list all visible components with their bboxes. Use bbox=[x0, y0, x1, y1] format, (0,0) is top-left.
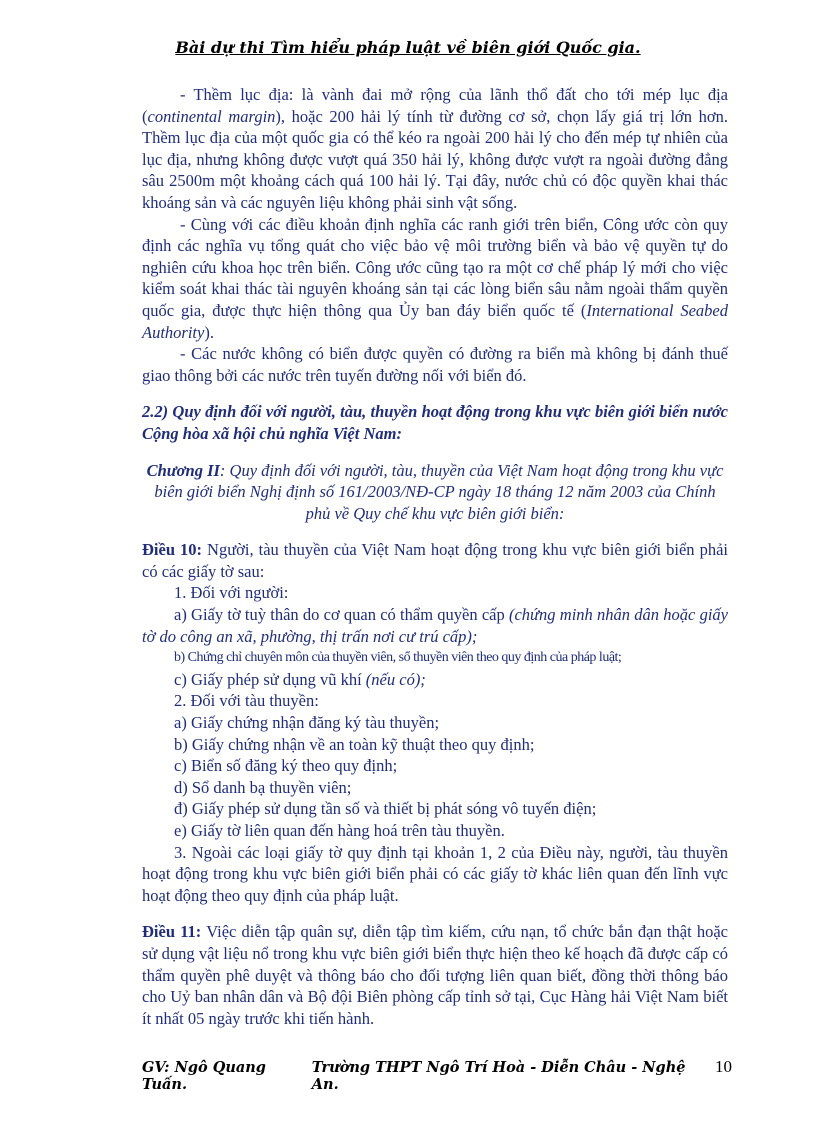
item-2dd: đ) Giấy phép sử dụng tần số và thiết bị phát sóng vô tuyến điện; bbox=[174, 799, 597, 819]
italic-term: continental margin bbox=[147, 106, 276, 126]
item-text: c) Giấy phép sử dụng vũ khí bbox=[174, 669, 366, 689]
footer-author: GV: Ngô Quang Tuấn. bbox=[142, 1059, 266, 1093]
article-label: Điều 10: bbox=[142, 540, 203, 560]
footer-right bbox=[312, 1057, 732, 1093]
page-body bbox=[142, 84, 728, 1029]
paragraph-landlocked: - Các nước không có biển được quyền có đường ra biển mà không bị đánh thuế giao thông bởi các nước trên tuyến đường nối với biển đó. bbox=[142, 344, 728, 385]
page-number: 10 bbox=[715, 1057, 732, 1076]
text-run: ), hoặc 200 hải lý tính từ đường cơ sở, chọn lấy giá trị lớn hơn. Thềm lục địa của một quốc gia có thể kéo ra ngoài 200 hải lý cho đến mép tự nhiên của lục địa, nhưng không được vượt quá 350 hải lý, không được vượt ra ngoài đường đẳng sâu 2500m một khoảng cách quá 100 hải lý. Tại đây, nước chủ có độc quyền khai thác khoáng sản và các nguyên liệu không phải sinh vật sống. bbox=[142, 106, 728, 212]
article-label: Điều 11: bbox=[142, 922, 202, 942]
item-1c bbox=[142, 669, 728, 691]
spacer bbox=[142, 445, 728, 460]
page-header: Bài dự thi Tìm hiểu pháp luật về biên giới Quốc gia. bbox=[175, 38, 641, 57]
clause-1: 1. Đối với người: bbox=[174, 583, 289, 603]
chapter-title: : Quy định đối với người, tàu, thuyền của Việt Nam hoạt động trong khu vực biên giới biển Nghị định số 161/2003/NĐ-CP ngày 18 tháng 12 năm 2003 của Chính phủ về Quy chế khu vực biên giới biển: bbox=[154, 460, 724, 523]
spacer bbox=[142, 524, 728, 539]
text-run: - Thềm lục địa: là vành đai mở rộng của lãnh thổ đất cho tới mép lục địa ( bbox=[142, 85, 728, 126]
footer-school: Trường THPT Ngô Trí Hoà - Diễn Châu - Nghệ An. bbox=[311, 1059, 686, 1093]
item-2d: d) Sổ danh bạ thuyền viên; bbox=[174, 777, 352, 797]
item-note: (nếu có); bbox=[365, 669, 426, 689]
text-run: ). bbox=[204, 322, 214, 342]
spacer bbox=[142, 386, 728, 401]
section-heading: 2.2) Quy định đối với người, tàu, thuyền hoạt động trong khu vực biên giới biển nước Cộng hòa xã hội chủ nghĩa Việt Nam: bbox=[142, 402, 728, 443]
article-10 bbox=[142, 539, 728, 582]
item-note: (chứng minh nhân dân hoặc giấy tờ do công an xã, phường, thị trấn nơi cư trú cấp); bbox=[142, 605, 728, 646]
chapter-label: Chương II bbox=[146, 460, 220, 480]
item-1a bbox=[142, 604, 728, 647]
italic-term: International Seabed Authority bbox=[142, 300, 728, 342]
item-text: a) Giấy tờ tuỳ thân do cơ quan có thẩm quyền cấp bbox=[174, 605, 509, 625]
article-text: Việc diễn tập quân sự, diễn tập tìm kiếm, cứu nạn, tổ chức bắn đạn thật hoặc sử dụng vật liệu nổ trong khu vực biên giới biển thực hiện theo kế hoạch đã được cấp có thẩm quyền phê duyệt và thông báo cho đối tượng liên quan biết, đồng thời thông báo cho Uỷ ban nhân dân và Bộ đội Biên phòng cấp tỉnh sở tại, Cục Hàng hải Việt Nam biết ít nhất 05 ngày trước khi tiến hành. bbox=[142, 922, 728, 1028]
item-1b: b) Chứng chỉ chuyên môn của thuyền viên, sổ thuyền viên theo quy định của pháp luật; bbox=[174, 650, 622, 666]
item-2c: c) Biển số đăng ký theo quy định; bbox=[174, 756, 398, 776]
paragraph-continental-shelf bbox=[142, 84, 728, 214]
article-text: Người, tàu thuyền của Việt Nam hoạt động trong khu vực biên giới biển phải có các giấy tờ sau: bbox=[142, 540, 728, 581]
text-run: - Cùng với các điều khoản định nghĩa các ranh giới trên biển, Công ước còn quy định các nghĩa vụ tổng quát cho việc bảo vệ môi trường biển và bảo vệ quyền tự do nghiên cứu khoa học trên biển. Công ước cũng tạo ra một cơ chế pháp lý mới cho việc kiểm soát khai thác tài nguyên khoáng sản tại các lòng biển sâu nằm ngoài thẩm quyền quốc gia, được thực hiện thông qua Ủy ban đáy biển quốc tế ( bbox=[142, 214, 728, 320]
clause-3: 3. Ngoài các loại giấy tờ quy định tại khoản 1, 2 của Điều này, người, tàu thuyền hoạt động trong khu vực biên giới biển phải có các giấy tờ khác liên quan đến lĩnh vực hoạt động theo quy định của pháp luật. bbox=[142, 842, 728, 905]
item-2e: e) Giấy tờ liên quan đến hàng hoá trên tàu thuyền. bbox=[174, 821, 505, 840]
item-2b: b) Giấy chứng nhận về an toàn kỹ thuật theo quy định; bbox=[174, 734, 535, 754]
item-2a: a) Giấy chứng nhận đăng ký tàu thuyền; bbox=[174, 713, 440, 733]
spacer bbox=[142, 906, 728, 921]
paragraph-convention bbox=[142, 214, 728, 344]
chapter-heading bbox=[142, 460, 728, 525]
article-11 bbox=[142, 921, 728, 1029]
clause-2: 2. Đối với tàu thuyền: bbox=[174, 691, 319, 711]
page-footer bbox=[142, 1057, 732, 1093]
